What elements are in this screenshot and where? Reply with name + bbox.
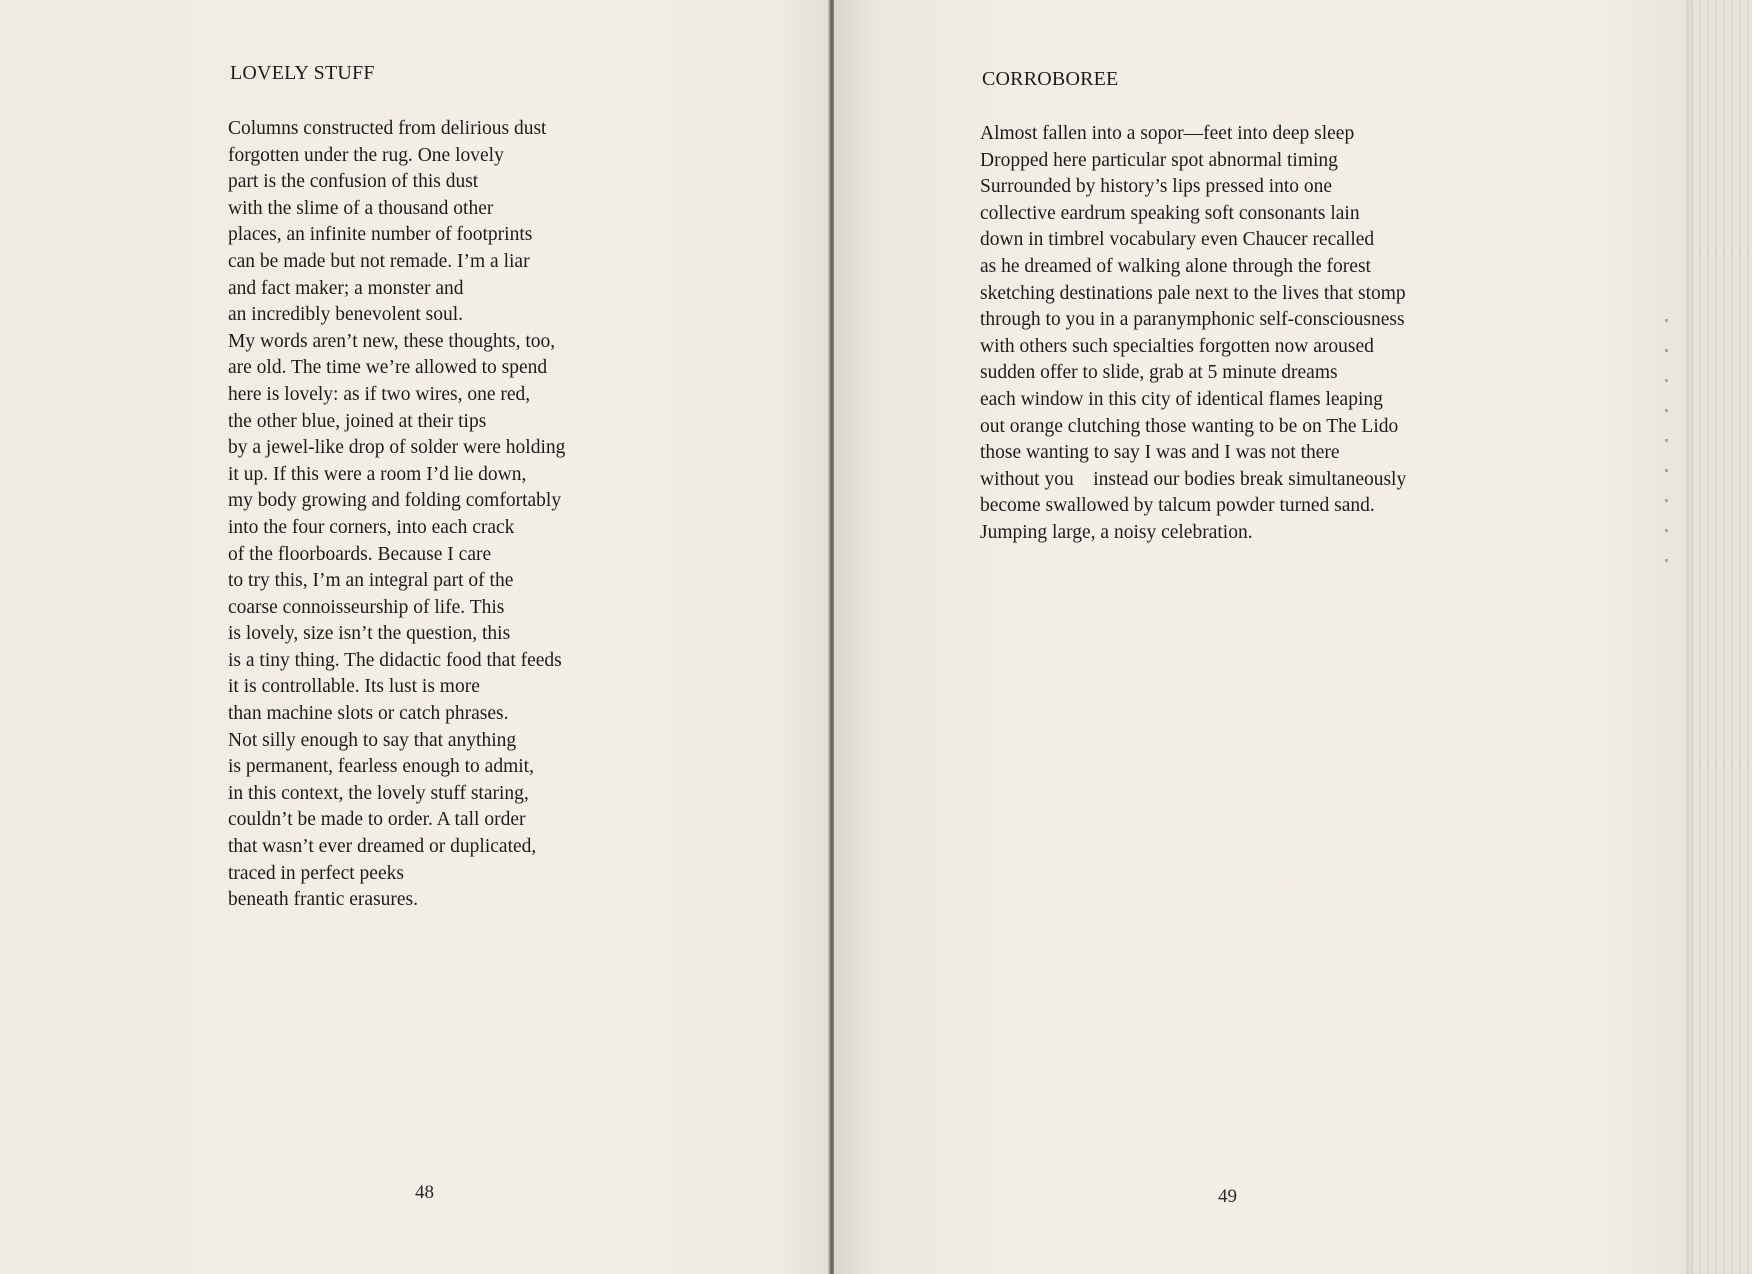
poem-line: than machine slots or catch phrases. [228, 703, 509, 725]
poem-line: with the slime of a thousand other [228, 197, 494, 219]
page-edges [1686, 0, 1752, 1274]
poem-line: each window in this city of identical flames leaping [980, 388, 1383, 410]
poem-line: places, an infinite number of footprints [228, 224, 533, 246]
poem-line: of the floorboards. Because I care [228, 543, 492, 565]
poem-line: is lovely, size isn’t the question, this [228, 623, 511, 645]
page-number-left: 48 [415, 1182, 434, 1203]
poem-line: coarse connoisseurship of life. This [228, 596, 505, 618]
poem-line: sudden offer to slide, grab at 5 minute dreams [980, 362, 1338, 384]
poem-line: without you instead our bodies break simultaneously [980, 468, 1407, 490]
poem-line: is permanent, fearless enough to admit, [228, 756, 534, 778]
poem-line: to try this, I’m an integral part of the [228, 570, 514, 592]
poem-line: and fact maker; a monster and [228, 277, 464, 299]
poem-line: Dropped here particular spot abnormal timing [980, 149, 1338, 171]
poem-title-right: CORROBOREE [982, 68, 1119, 90]
poem-line: that wasn’t ever dreamed or duplicated, [228, 836, 537, 858]
poem-line: by a jewel-like drop of solder were holding [228, 437, 566, 459]
poem-line: Not silly enough to say that anything [228, 729, 517, 751]
poem-line: the other blue, joined at their tips [228, 410, 487, 432]
poem-line: it is controllable. Its lust is more [228, 676, 480, 698]
poem-title-left: LOVELY STUFF [230, 62, 375, 84]
poem-line: forgotten under the rug. One lovely [228, 144, 504, 166]
poem-line: my body growing and folding comfortably [228, 490, 562, 512]
poem-line: here is lovely: as if two wires, one red, [228, 383, 531, 405]
poem-line: My words aren’t new, these thoughts, too, [228, 330, 556, 352]
left-page [0, 0, 830, 1274]
poem-line: are old. The time we’re allowed to spend [228, 357, 548, 379]
poem-line: it up. If this were a room I’d lie down, [228, 463, 527, 485]
poem-line: part is the confusion of this dust [228, 171, 479, 193]
poem-line: couldn’t be made to order. A tall order [228, 809, 526, 831]
poem-line: through to you in a paranymphonic self-consciousness [980, 309, 1405, 331]
poem-line: with others such specialties forgotten now aroused [980, 335, 1374, 357]
poem-line: collective eardrum speaking soft consonants lain [980, 202, 1360, 224]
poem-line: Jumping large, a noisy celebration. [980, 521, 1253, 543]
page-edge-marks [1665, 305, 1668, 565]
poem-line: in this context, the lovely stuff staring, [228, 782, 529, 804]
poem-line: sketching destinations pale next to the lives that stomp [980, 282, 1406, 304]
page-number-right: 49 [1218, 1186, 1237, 1207]
poem-line: can be made but not remade. I’m a liar [228, 250, 530, 272]
poem-line: Almost fallen into a sopor—feet into deep sleep [980, 123, 1355, 144]
poem-line: traced in perfect peeks [228, 862, 404, 884]
poem-line: an incredibly benevolent soul. [228, 304, 464, 326]
poem-line: Surrounded by history’s lips pressed into one [980, 176, 1333, 198]
poem-line: is a tiny thing. The didactic food that feeds [228, 649, 562, 671]
poem-line: as he dreamed of walking alone through the forest [980, 255, 1371, 277]
poem-line: become swallowed by talcum powder turned sand. [980, 495, 1375, 517]
poem-line: down in timbrel vocabulary even Chaucer recalled [980, 229, 1375, 251]
poem-line: beneath frantic erasures. [228, 889, 419, 911]
poem-line: those wanting to say I was and I was not there [980, 442, 1340, 464]
poem-body-right [980, 121, 1640, 547]
right-page [834, 0, 1686, 1274]
poem-line: out orange clutching those wanting to be on The Lido [980, 415, 1399, 437]
poem-line: into the four corners, into each crack [228, 516, 515, 538]
poem-body-left [228, 116, 808, 914]
poem-line: Columns constructed from delirious dust [228, 118, 547, 139]
